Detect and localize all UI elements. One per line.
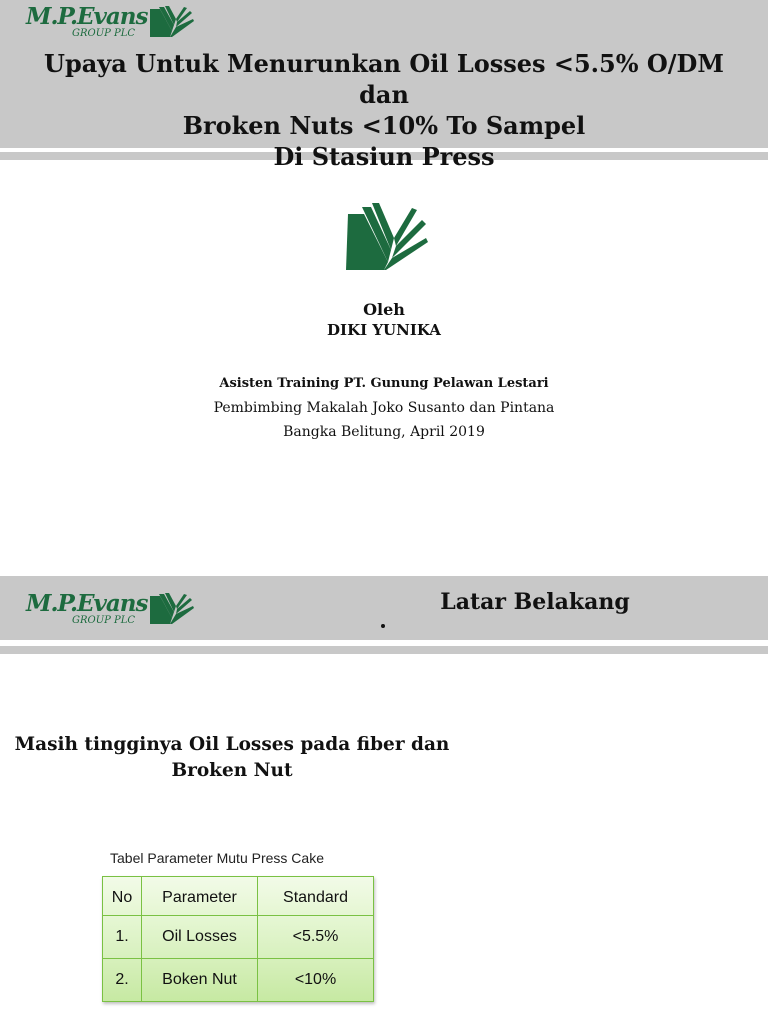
header-cell: Parameter: [142, 877, 258, 916]
headline: [10, 732, 454, 784]
table-row: [103, 959, 374, 1002]
table-caption: Tabel Parameter Mutu Press Cake: [110, 850, 324, 866]
author-name: DIKI YUNIKA: [327, 321, 441, 339]
header-rule: [0, 646, 768, 654]
title-line: Di Stasiun Press: [273, 142, 495, 171]
table-cell: <5.5%: [258, 916, 374, 959]
table-cell: Boken Nut: [142, 959, 258, 1002]
header-cell: Standard: [258, 877, 374, 916]
logo-subtitle: GROUP PLC: [72, 615, 136, 626]
headline-line: Broken Nut: [171, 760, 293, 781]
slide-title: [20, 48, 748, 172]
logo-wordmark: M.P.Evans: [26, 590, 148, 617]
parameter-table: [102, 876, 374, 1002]
content-slide: [0, 576, 768, 1024]
title-line: Broken Nuts <10% To Sampel: [182, 111, 586, 140]
leaf-logo-icon: [150, 5, 194, 37]
slide-title: Latar Belakang: [440, 589, 630, 615]
advisors-line: Pembimbing Makalah Joko Susanto dan Pintana: [213, 400, 555, 416]
table-row: [103, 916, 374, 959]
header-cell: No: [103, 877, 142, 916]
logo-wordmark: M.P.Evans: [26, 3, 148, 30]
by-label: Oleh: [363, 300, 405, 319]
author-position: Asisten Training PT. Gunung Pelawan Lestari: [219, 376, 549, 391]
table-cell: 1.: [103, 916, 142, 959]
headline-line: Masih tingginya Oil Losses pada fiber dan: [14, 734, 450, 755]
leaf-emblem-icon: [342, 200, 430, 274]
title-line: Upaya Untuk Menurunkan Oil Losses <5.5% O/DM dan: [44, 49, 724, 109]
logo-subtitle: GROUP PLC: [72, 28, 136, 39]
table-cell: <10%: [258, 959, 374, 1002]
table-header-row: [103, 877, 374, 916]
bullet-dot: [381, 624, 385, 628]
leaf-logo-icon: [150, 592, 194, 624]
place-date: Bangka Belitung, April 2019: [283, 424, 485, 440]
table-cell: 2.: [103, 959, 142, 1002]
table-cell: Oil Losses: [142, 916, 258, 959]
